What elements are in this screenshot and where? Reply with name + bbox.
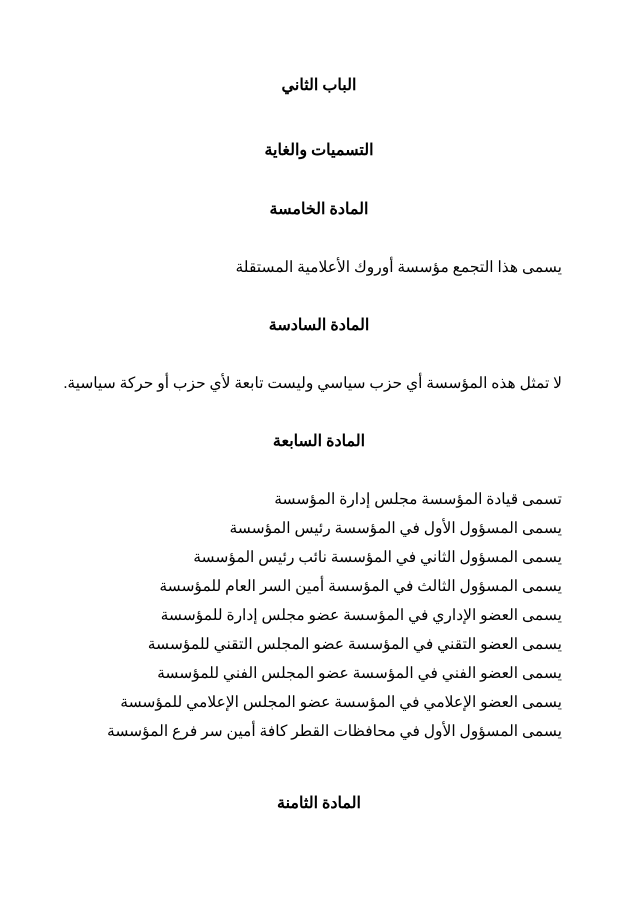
- article-7-title: المادة السابعة: [272, 433, 366, 450]
- article-7-line: يسمى العضو الإعلامي في المؤسسة عضو المجلس الإعلامي للمؤسسة: [120, 694, 562, 711]
- article-8-title: المادة الثامنة: [277, 795, 361, 812]
- article-7-line: يسمى المسؤول الثاني في المؤسسة نائب رئيس المؤسسة: [193, 549, 562, 566]
- article-7-line: يسمى المسؤول الأول في المؤسسة رئيس المؤسسة: [229, 520, 562, 537]
- article-5-text: يسمى هذا التجمع مؤسسة أوروك الأعلامية المستقلة: [235, 259, 562, 276]
- article-5-title: المادة الخامسة: [269, 201, 369, 218]
- article-6-text: لا تمثل هذه المؤسسة أي حزب سياسي وليست تابعة لأي حزب أو حركة سياسية.: [63, 375, 562, 392]
- article-7-line: يسمى العضو الفني في المؤسسة عضو المجلس الفني للمؤسسة: [157, 665, 562, 682]
- article-7-line: يسمى العضو الإداري في المؤسسة عضو مجلس إدارة للمؤسسة: [160, 607, 562, 624]
- article-7-line: تسمى قيادة المؤسسة مجلس إدارة المؤسسة: [274, 491, 562, 508]
- section-title: التسميات والغاية: [264, 142, 374, 159]
- chapter-title: الباب الثاني: [281, 77, 357, 94]
- article-7-line: يسمى المسؤول الأول في محافظات القطر كافة أمين سر فرع المؤسسة: [107, 723, 562, 740]
- article-7-line: يسمى المسؤول الثالث في المؤسسة أمين السر العام للمؤسسة: [159, 578, 562, 595]
- article-6-title: المادة السادسة: [268, 317, 370, 334]
- article-7-line: يسمى العضو التقني في المؤسسة عضو المجلس التقني للمؤسسة: [147, 636, 562, 653]
